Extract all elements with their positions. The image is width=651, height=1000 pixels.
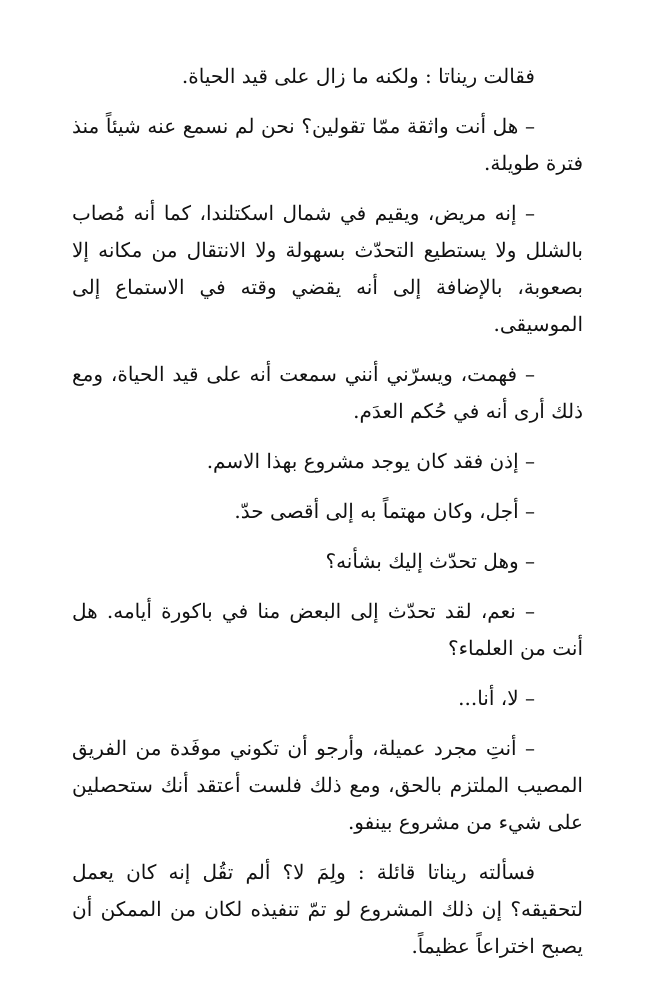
paragraph-4: – فهمت، ويسرّني أنني سمعت أنه على قيد الحياة، ومع ذلك أرى أنه في حُكم العدَم. — [72, 362, 583, 423]
paragraph-3: – إنه مريض، ويقيم في شمال اسكتلندا، كما أنه مُصاب بالشلل ولا يستطيع التحدّث بسهولة ولا الانتقال من مكانه إلا بصعوبة، بالإضافة إلى أنه يقضي وقته في الاستماع إلى الموسيقى. — [72, 201, 583, 336]
paragraph-9: – لا، أنا... — [458, 686, 535, 710]
paragraph-10: – أنتِ مجرد عميلة، وأرجو أن تكوني موفَدة من الفريق المصيب الملتزم بالحق، ومع ذلك فلست أعتقد أنك ستحصلين على شيء من مشروع بينفو. — [72, 736, 583, 834]
paragraph-1: فقالت ريناتا : ولكنه ما زال على قيد الحياة. — [181, 64, 535, 88]
paragraph-5: – إذن فقد كان يوجد مشروع بهذا الاسم. — [206, 449, 535, 473]
paragraph-8: – نعم، لقد تحدّث إلى البعض منا في باكورة أيامه. هل أنت من العلماء؟ — [72, 599, 583, 660]
paragraph-11: فسألته ريناتا قائلة : ولِمَ لا؟ ألم تقُل إنه كان يعمل لتحقيقه؟ إن ذلك المشروع لو تمّ تنفيذه لكان من الممكن أن يصبح اختراعاً عظيماً. — [72, 860, 583, 958]
paragraph-2: – هل أنت واثقة ممّا تقولين؟ نحن لم نسمع عنه شيئاً منذ فترة طويلة. — [72, 114, 583, 175]
paragraph-6: – أجل، وكان مهتماً به إلى أقصى حدّ. — [234, 499, 535, 523]
paragraph-7: – وهل تحدّث إليك بشأنه؟ — [325, 549, 535, 573]
